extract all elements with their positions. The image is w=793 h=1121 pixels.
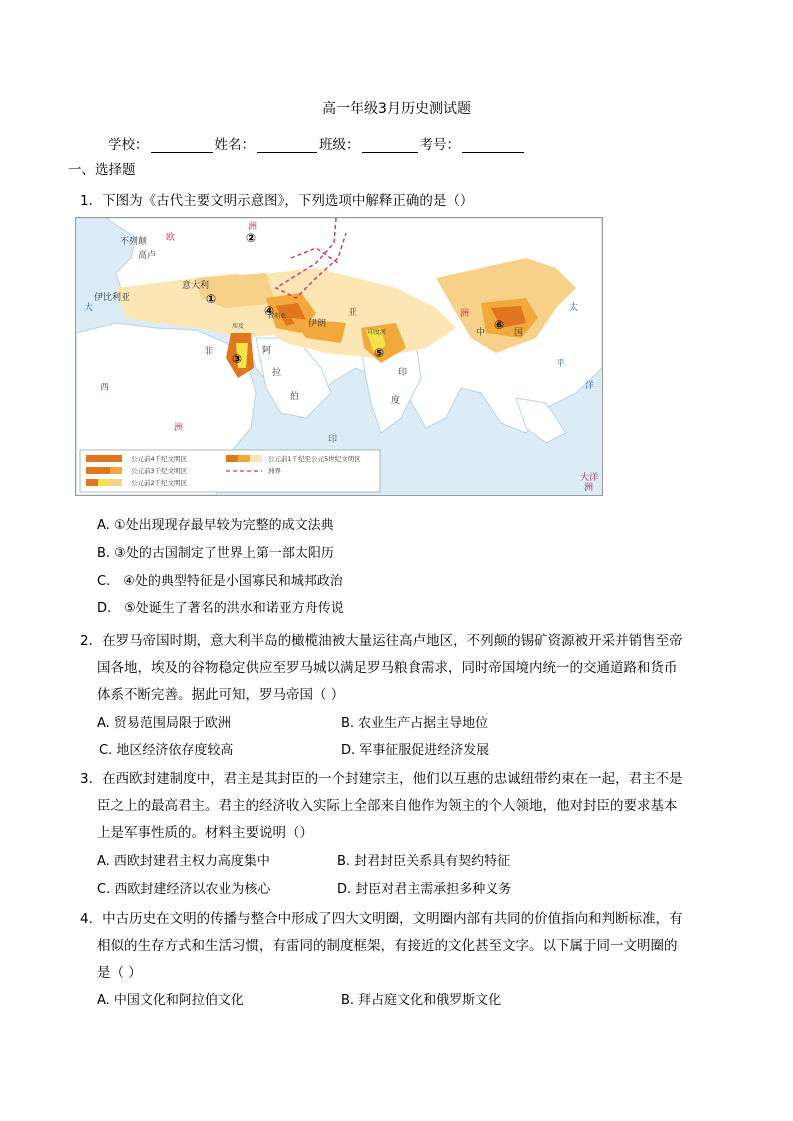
q1-option-b[interactable]: B. ③处的古国制定了世界上第一部太阳历 [97,546,334,561]
ancient-civilizations-map [75,217,603,496]
class-blank[interactable] [362,138,418,153]
legend-item-3: 公元前2千纪文明区 [131,479,188,487]
map-label-oceania-1: 大洋 [580,473,599,483]
map-label-arabia-3: 伯 [290,392,300,402]
map-label-india-2: 度 [391,396,401,406]
q2-option-a[interactable]: A. 贸易范围局限于欧洲 [97,716,231,731]
q2-option-d[interactable]: D. 军事征服促进经济发展 [341,743,490,758]
map-label-asia-2: 亚 [348,308,358,318]
q4-option-a[interactable]: A. 中国文化和阿拉伯文化 [97,993,244,1008]
map-label-iberia: 伊比利亚 [94,293,131,303]
school-label: 学校： [108,137,149,153]
name-blank[interactable] [257,138,317,153]
map-label-gaul: 高卢 [138,251,157,261]
exam-number-label: 考号： [419,137,460,153]
section-heading: 一、选择题 [68,162,136,178]
exam-number-blank[interactable] [462,138,524,153]
question-4-line-1: 4．中古历史在文明的传播与整合中形成了四大文明圈，文明圈内部有共同的价值指向和判断标准，有 [80,911,683,927]
map-label-china-2: 国 [514,328,524,338]
school-blank[interactable] [151,138,213,153]
question-4-line-3: 是（ ） [97,965,142,981]
q1-option-a[interactable]: A. ①处出现现存最早较为完整的成文法典 [97,518,334,533]
legend-item-1: 公元前4千纪文明区 [131,455,188,463]
map-label-europe: 欧 [166,233,176,243]
map-label-africa-1: 非 [204,347,214,357]
q2-option-b[interactable]: B. 农业生产占据主导地位 [341,716,489,731]
q3-option-d[interactable]: D. 封臣对君主需承担多种义务 [337,882,512,897]
map-label-britain: 不列颠 [120,237,148,247]
map-label-italy: 意大利 [182,281,210,291]
q4-option-b[interactable]: B. 拜占庭文化和俄罗斯文化 [341,993,502,1008]
marker-6: ⑥ [494,318,505,332]
map-label-syria: 叙利亚 [268,313,287,320]
class-label: 班级： [319,137,360,153]
legend-item-4: 公元前1千纪至公元5世纪文明区 [268,455,361,463]
q3-option-a[interactable]: A. 西欧封建君主权力高度集中 [97,854,270,869]
map-label-europe-2: 洲 [248,222,258,232]
map-label-ocean-xi: 西 [100,383,110,393]
legend-item-5: 洲界 [268,467,281,475]
map-label-egypt: 埃及 [232,323,245,330]
legend-item-2: 公元前3千纪文明区 [131,467,188,475]
marker-3: ③ [232,352,243,366]
map-label-iran: 伊朗 [308,319,327,329]
map-land-sea-islands [516,398,566,443]
question-2-line-2: 国各地，埃及的谷物稳定供应至罗马城以满足罗马粮食需求，同时帝国境内统一的交通道路和货币 [97,660,678,676]
question-3-line-2: 臣之上的最高君主。君主的经济收入实际上全部来自他作为领主的个人领地，他对封臣的要求基本 [97,798,678,814]
map-label-arabia-1: 阿 [262,346,272,356]
map-label-ocean-yang: 洋 [585,381,595,391]
q1-option-d[interactable]: D. ⑤处诞生了著名的洪水和诺亚方舟传说 [97,601,344,616]
map-label-arabia-2: 拉 [272,368,282,378]
map-legend [80,450,380,492]
question-1-stem: 1．下图为《古代主要文明示意图》，下列选项中解释正确的是（） [80,193,474,209]
question-4-line-2: 相似的生存方式和生活习惯，有雷同的制度框架，有接近的文化甚至文字。以下属于同一文明圈的 [97,938,678,954]
q2-option-c[interactable]: C. 地区经济依存度较高 [99,743,234,758]
map-label-ocean-tai: 太 [569,303,579,313]
q3-option-c[interactable]: C. 西欧封建经济以农业为核心 [97,882,271,897]
student-info-row [108,133,526,153]
map-label-india-1: 印 [398,368,408,378]
q3-option-b[interactable]: B. 封君封臣关系具有契约特征 [337,854,511,869]
question-2-line-1: 2．在罗马帝国时期，意大利半岛的橄榄油被大量运往高卢地区，不列颠的锡矿资源被开采并销售至帝 [80,633,683,649]
map-label-ocean-da: 大 [84,303,94,313]
marker-1: ① [206,292,217,306]
marker-4: ④ [264,304,275,318]
map-label-china-1: 中 [476,328,486,338]
map-label-indus: 印度河 [368,329,387,336]
map-label-africa-2: 洲 [174,423,184,433]
question-2-line-3: 体系不断完善。据此可知，罗马帝国（ ） [97,687,345,703]
marker-5: ⑤ [374,346,385,360]
map-label-ocean-yin: 印 [328,435,338,445]
question-3-line-1: 3．在西欧封建制度中，君主是其封臣的一个封建宗主，他们以互惠的忠诚纽带约束在一起，君主不是 [80,771,683,787]
map-label-asia-1: 洲 [460,309,470,319]
map-label-oceania-2: 洲 [584,483,594,493]
name-label: 姓名： [214,137,255,153]
marker-2: ② [246,231,257,245]
page-title: 高一年级3月历史测试题 [322,101,471,117]
q1-option-c[interactable]: C. ④处的典型特征是小国寡民和城邦政治 [97,574,343,589]
question-3-line-3: 上是军事性质的。材料主要说明（） [97,825,313,841]
map-label-ocean-ping: 平 [556,359,566,369]
